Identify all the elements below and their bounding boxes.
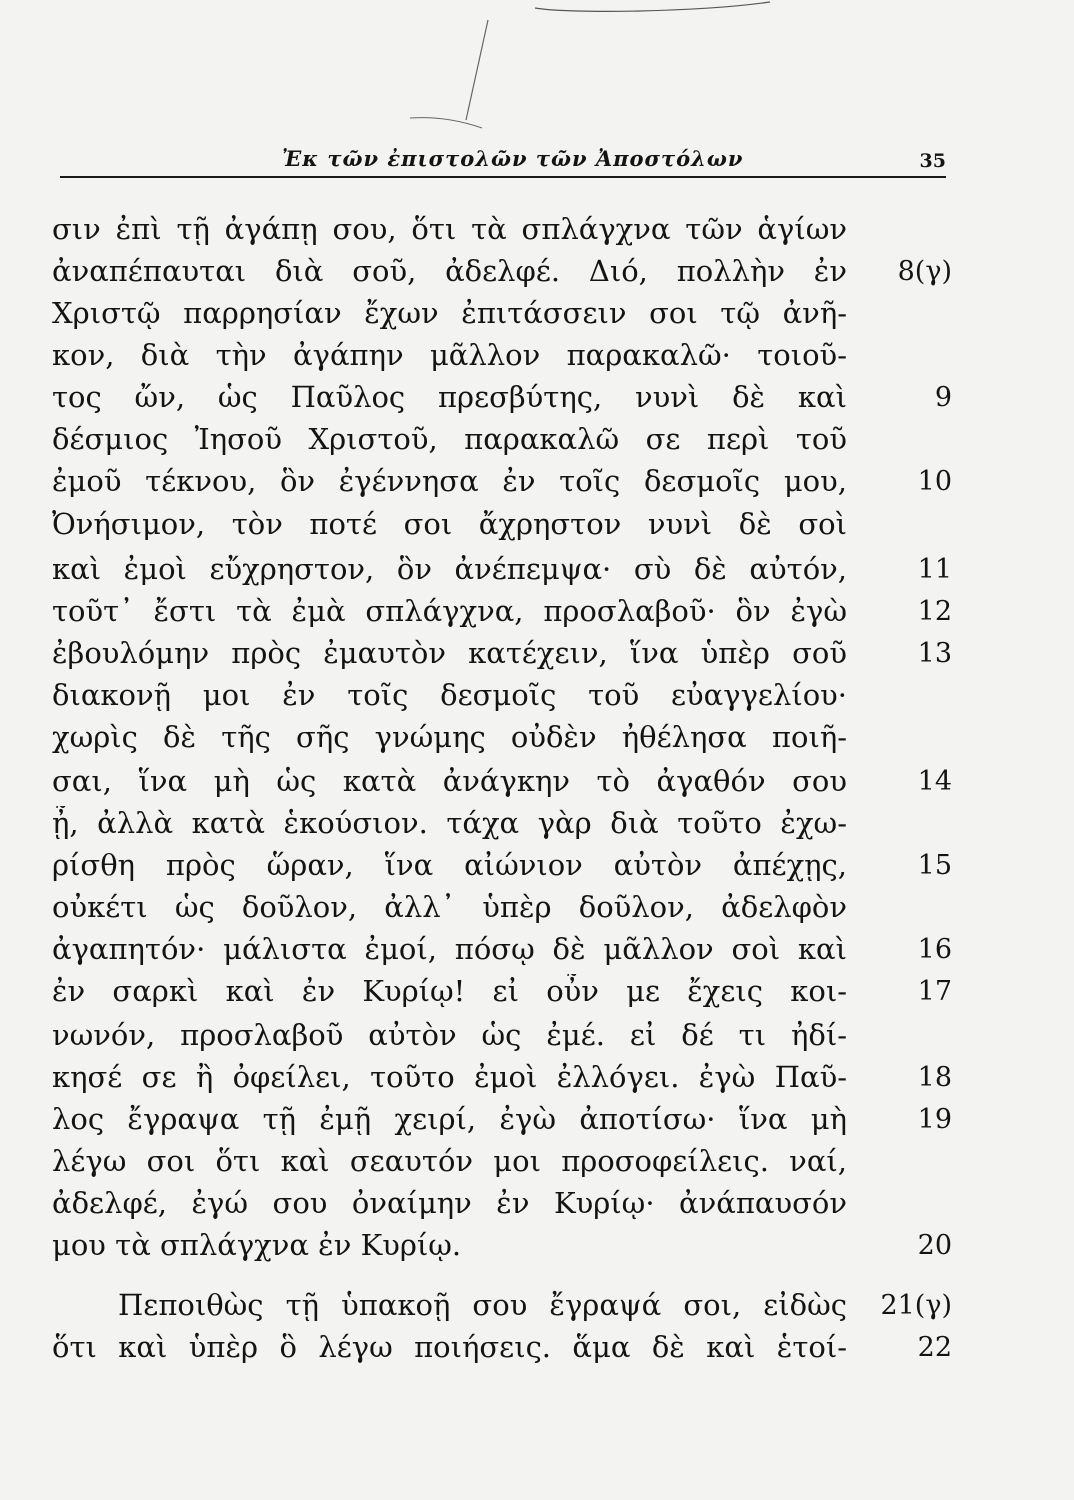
line-text: ἐβουλόμην πρὸς ἐμαυτὸν κατέχειν, ἵνα ὑπὲρ σοῦ: [52, 636, 847, 670]
text-line: [52, 1228, 952, 1270]
line-text: ἀγαπητόν· μάλιστα ἐμοί, πόσῳ δὲ μᾶλλον σοὶ καὶ: [52, 932, 847, 966]
text-line: [52, 678, 952, 720]
line-text: ἀναπέπαυται διὰ σοῦ, ἀδελφέ. Διό, πολλὴν ἐν: [52, 254, 847, 288]
text-line: [52, 1102, 952, 1144]
text-line: [52, 1330, 952, 1372]
line-text: τοῦτ᾽ ἔστι τὰ ἐμὰ σπλάγχνα, προσλαβοῦ· ὃν ἐγὼ: [52, 594, 847, 628]
text-line: [52, 806, 952, 848]
line-text: κησέ σε ἢ ὀφείλει, τοῦτο ἐμοὶ ἐλλόγει. ἐγὼ Παῦ-: [52, 1060, 847, 1094]
verse-number: 8(γ): [897, 256, 952, 287]
text-line: [52, 380, 952, 422]
verse-number: 22: [917, 1332, 952, 1363]
text-line: [52, 422, 952, 464]
page-number: 35: [919, 150, 946, 172]
text-line: [52, 1060, 952, 1102]
line-text: τος ὤν, ὡς Παῦλος πρεσβύτης, νυνὶ δὲ καὶ: [52, 380, 847, 414]
verse-number: 21(γ): [880, 1290, 952, 1321]
verse-number: 19: [917, 1104, 952, 1135]
line-text: Ὀνήσιμον, τὸν ποτέ σοι ἄχρηστον νυνὶ δὲ σοὶ: [52, 507, 847, 541]
line-text: διακονῇ μοι ἐν τοῖς δεσμοῖς τοῦ εὐαγγελίου·: [52, 678, 847, 712]
verse-number: 18: [917, 1062, 952, 1093]
line-text: λέγω σοι ὅτι καὶ σεαυτόν μοι προσοφείλεις. ναί,: [52, 1144, 847, 1178]
text-line: [52, 1144, 952, 1186]
verse-number: 20: [917, 1230, 952, 1261]
line-text: ὅτι καὶ ὑπὲρ ὃ λέγω ποιήσεις. ἅμα δὲ καὶ ἑτοί-: [52, 1330, 847, 1364]
text-line: [52, 254, 952, 296]
line-text: νωνόν, προσλαβοῦ αὐτὸν ὡς ἐμέ. εἰ δέ τι ἠδί-: [52, 1018, 847, 1052]
line-text: σαι, ἵνα μὴ ὡς κατὰ ἀνάγκην τὸ ἀγαθόν σου: [52, 764, 847, 798]
line-text: ἐν σαρκὶ καὶ ἐν Κυρίῳ! εἰ οὖν με ἔχεις κοι-: [52, 974, 847, 1008]
text-line: [52, 890, 952, 932]
verse-number: 12: [917, 596, 952, 627]
line-text: ᾖ, ἀλλὰ κατὰ ἑκούσιον. τάχα γὰρ διὰ τοῦτο ἐχω-: [52, 806, 847, 840]
verse-number: 10: [917, 466, 952, 497]
verse-number: 13: [917, 638, 952, 669]
line-text: οὐκέτι ὡς δοῦλον, ἀλλ᾽ ὑπὲρ δοῦλον, ἀδελφὸν: [52, 890, 847, 924]
text-line: [52, 764, 952, 806]
verse-number: 9: [934, 382, 952, 413]
text-line: [52, 296, 952, 338]
verse-number: 16: [917, 934, 952, 965]
line-text: Χριστῷ παρρησίαν ἔχων ἐπιτάσσειν σοι τῷ ἀνῆ-: [52, 296, 847, 330]
text-line: [52, 552, 952, 594]
text-line: [52, 636, 952, 678]
text-line: [52, 507, 952, 549]
pencil-mark: [370, 0, 790, 130]
text-line: [52, 464, 952, 506]
running-head: Ἐκ τῶν ἐπιστολῶν τῶν Ἀποστόλων: [282, 146, 744, 171]
page-header: [60, 130, 946, 180]
text-line: [52, 594, 952, 636]
text-line: [52, 212, 952, 254]
line-text: δέσμιος Ἰησοῦ Χριστοῦ, παρακαλῶ σε περὶ τοῦ: [52, 422, 847, 456]
verse-number: 17: [917, 976, 952, 1007]
line-text: ἀδελφέ, ἐγώ σου ὀναίμην ἐν Κυρίῳ· ἀνάπαυσόν: [52, 1186, 847, 1220]
line-text: ἐμοῦ τέκνου, ὃν ἐγέννησα ἐν τοῖς δεσμοῖς μου,: [52, 464, 847, 498]
line-text: χωρὶς δὲ τῆς σῆς γνώμης οὐδὲν ἠθέλησα ποιῆ-: [52, 720, 847, 754]
header-rule: [60, 176, 946, 178]
verse-number: 11: [917, 554, 952, 585]
text-line: [52, 848, 952, 890]
line-text: Πεποιθὼς τῇ ὑπακοῇ σου ἔγραψά σοι, εἰδὼς: [118, 1288, 847, 1322]
text-line: [52, 1018, 952, 1060]
text-line: [52, 338, 952, 380]
verse-number: 15: [917, 850, 952, 881]
line-text: ρίσθη πρὸς ὥραν, ἵνα αἰώνιον αὐτὸν ἀπέχῃς,: [52, 848, 847, 882]
text-line: [52, 1288, 952, 1330]
line-text: σιν ἐπὶ τῇ ἀγάπῃ σου, ὅτι τὰ σπλάγχνα τῶν ἁγίων: [52, 212, 847, 246]
line-text: κον, διὰ τὴν ἀγάπην μᾶλλον παρακαλῶ· τοιοῦ-: [52, 338, 847, 372]
text-line: [52, 720, 952, 762]
text-line: [52, 974, 952, 1016]
text-line: [52, 932, 952, 974]
verse-number: 14: [917, 766, 952, 797]
line-text: μου τὰ σπλάγχνα ἐν Κυρίῳ.: [52, 1228, 462, 1262]
text-line: [52, 1186, 952, 1228]
line-text: καὶ ἐμοὶ εὔχρηστον, ὃν ἀνέπεμψα· σὺ δὲ αὐτόν,: [52, 552, 847, 586]
line-text: λος ἔγραψα τῇ ἐμῇ χειρί, ἐγὼ ἀποτίσω· ἵνα μὴ: [52, 1102, 847, 1136]
